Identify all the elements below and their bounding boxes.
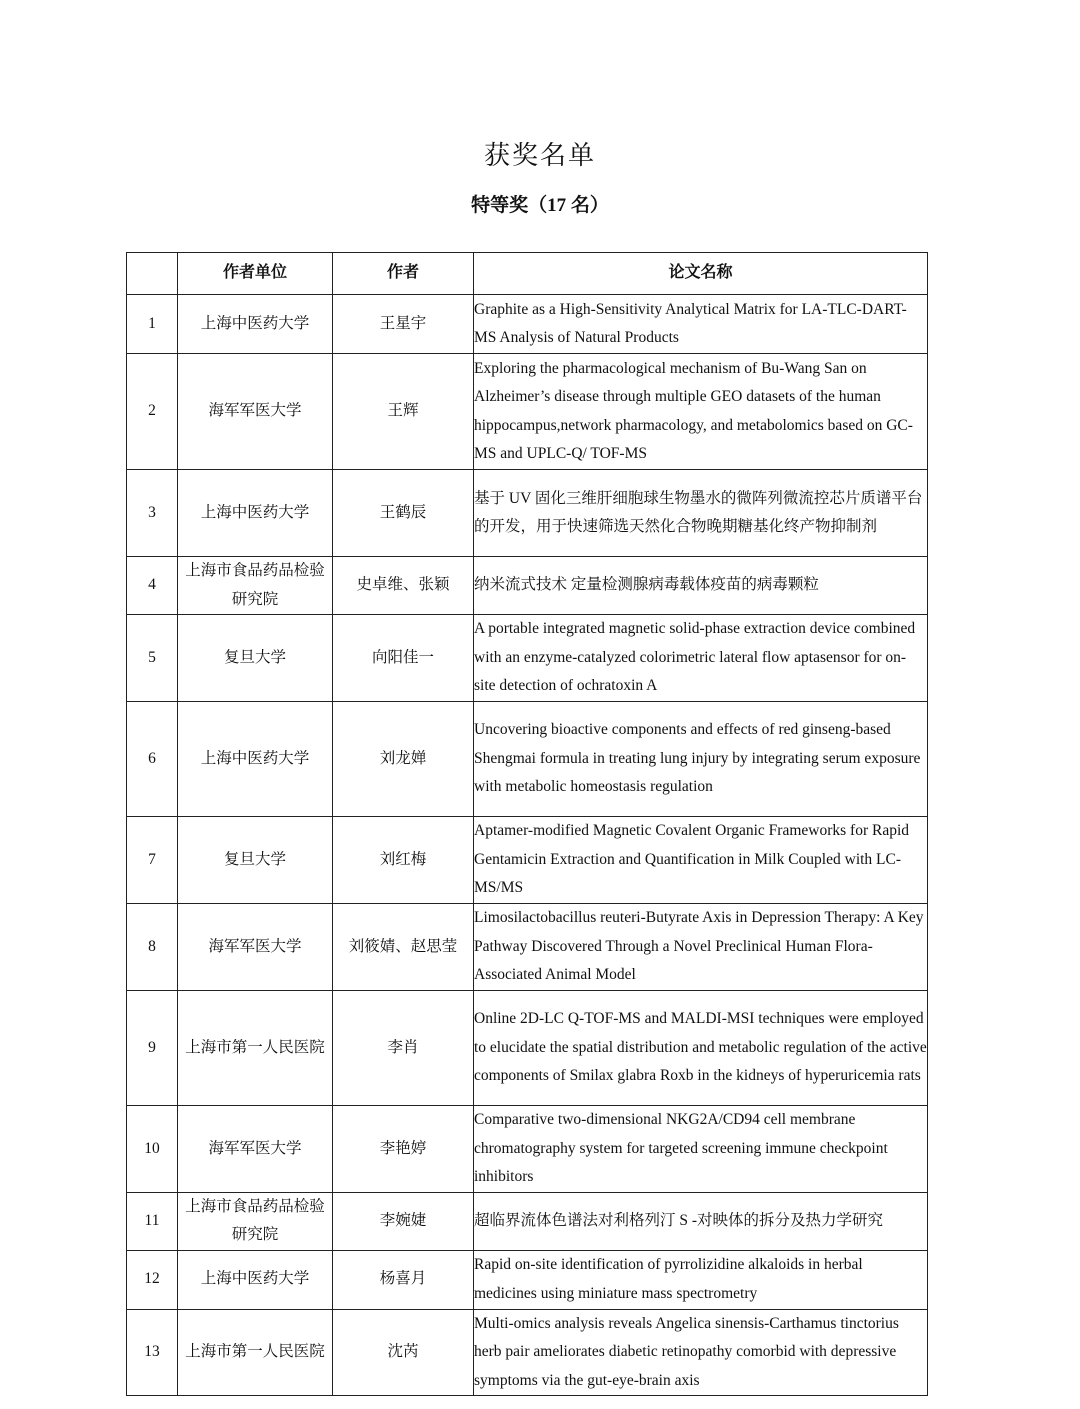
awards-table [126, 252, 928, 1396]
row-unit: 上海市食品药品检验研究院 [178, 1192, 333, 1250]
table-row [127, 1192, 928, 1250]
row-unit: 上海中医药大学 [178, 702, 333, 817]
row-author: 王鹤辰 [333, 470, 474, 557]
row-paper-title: Rapid on-site identification of pyrrolizidine alkaloids in herbal medicines using miniature mass spectrometry [474, 1250, 928, 1309]
award-category-heading: 特等奖（17 名） [471, 195, 609, 216]
header-unit: 作者单位 [178, 253, 333, 295]
row-author: 沈芮 [333, 1309, 474, 1396]
row-paper-title: Multi-omics analysis reveals Angelica sinensis-Carthamus tinctorius herb pair ameliorates diabetic retinopathy comorbid with depressive symptoms via the gut-eye-brain axis [474, 1309, 928, 1396]
table-row [127, 1309, 928, 1396]
row-unit: 复旦大学 [178, 615, 333, 702]
row-paper-title: Online 2D-LC Q-TOF-MS and MALDI-MSI techniques were employed to elucidate the spatial distribution and metabolic regulation of the active components of Smilax glabra Roxb in the kidneys of hyperuricemia rats [474, 991, 928, 1106]
row-number: 8 [127, 904, 178, 991]
row-paper-title: 基于 UV 固化三维肝细胞球生物墨水的微阵列微流控芯片质谱平台的开发，用于快速筛选天然化合物晚期糖基化终产物抑制剂 [474, 470, 928, 557]
row-paper-title: Graphite as a High-Sensitivity Analytical Matrix for LA-TLC-DART-MS Analysis of Natural Products [474, 295, 928, 354]
row-paper-title: Exploring the pharmacological mechanism of Bu-Wang San on Alzheimer’s disease through multiple GEO datasets of the human hippocampus,network pharmacology, and metabolomics based on GC-MS and UPLC-Q/ TOF-MS [474, 354, 928, 470]
table-row [127, 991, 928, 1106]
header-title: 论文名称 [474, 253, 928, 295]
row-unit: 海军军医大学 [178, 354, 333, 470]
row-number: 7 [127, 817, 178, 904]
row-author: 王星宇 [333, 295, 474, 354]
row-number: 4 [127, 557, 178, 615]
row-author: 李肖 [333, 991, 474, 1106]
row-unit: 复旦大学 [178, 817, 333, 904]
table-row [127, 295, 928, 354]
header-author: 作者 [333, 253, 474, 295]
table-row [127, 470, 928, 557]
row-author: 李艳婷 [333, 1106, 474, 1193]
row-author: 史卓维、张颖 [333, 557, 474, 615]
table-row [127, 817, 928, 904]
row-author: 刘龙婵 [333, 702, 474, 817]
table-row [127, 904, 928, 991]
row-paper-title: Limosilactobacillus reuteri-Butyrate Axis in Depression Therapy: A Key Pathway Discovered Through a Novel Preclinical Human Flora-Associated Animal Model [474, 904, 928, 991]
table-row [127, 615, 928, 702]
page-title: 获奖名单 [483, 141, 596, 170]
row-author: 刘红梅 [333, 817, 474, 904]
row-author: 向阳佳一 [333, 615, 474, 702]
row-paper-title: Aptamer-modified Magnetic Covalent Organic Frameworks for Rapid Gentamicin Extraction and Quantification in Milk Coupled with LC-MS/MS [474, 817, 928, 904]
table-row [127, 1250, 928, 1309]
row-author: 杨喜月 [333, 1250, 474, 1309]
row-author: 李婉婕 [333, 1192, 474, 1250]
table-row [127, 1106, 928, 1193]
row-author: 王辉 [333, 354, 474, 470]
header-number [127, 253, 178, 295]
row-paper-title: A portable integrated magnetic solid-phase extraction device combined with an enzyme-catalyzed colorimetric lateral flow aptasensor for on-site detection of ochratoxin A [474, 615, 928, 702]
table-row [127, 557, 928, 615]
row-unit: 上海市第一人民医院 [178, 991, 333, 1106]
table-row [127, 354, 928, 470]
row-number: 11 [127, 1192, 178, 1250]
table-row [127, 702, 928, 817]
row-unit: 海军军医大学 [178, 904, 333, 991]
row-unit: 上海市第一人民医院 [178, 1309, 333, 1396]
row-unit: 海军军医大学 [178, 1106, 333, 1193]
row-number: 3 [127, 470, 178, 557]
row-unit: 上海市食品药品检验研究院 [178, 557, 333, 615]
table-header-row [127, 253, 928, 295]
row-paper-title: Comparative two-dimensional NKG2A/CD94 cell membrane chromatography system for targeted screening immune checkpoint inhibitors [474, 1106, 928, 1193]
row-paper-title: 超临界流体色谱法对利格列汀 S -对映体的拆分及热力学研究 [474, 1192, 928, 1250]
row-number: 1 [127, 295, 178, 354]
row-paper-title: Uncovering bioactive components and effects of red ginseng-based Shengmai formula in treating lung injury by integrating serum exposure with metabolic homeostasis regulation [474, 702, 928, 817]
row-number: 2 [127, 354, 178, 470]
row-unit: 上海中医药大学 [178, 470, 333, 557]
row-number: 12 [127, 1250, 178, 1309]
row-unit: 上海中医药大学 [178, 295, 333, 354]
row-number: 5 [127, 615, 178, 702]
row-number: 9 [127, 991, 178, 1106]
row-number: 13 [127, 1309, 178, 1396]
row-author: 刘筱婧、赵思莹 [333, 904, 474, 991]
row-unit: 上海中医药大学 [178, 1250, 333, 1309]
row-paper-title: 纳米流式技术 定量检测腺病毒载体疫苗的病毒颗粒 [474, 557, 928, 615]
row-number: 6 [127, 702, 178, 817]
row-number: 10 [127, 1106, 178, 1193]
